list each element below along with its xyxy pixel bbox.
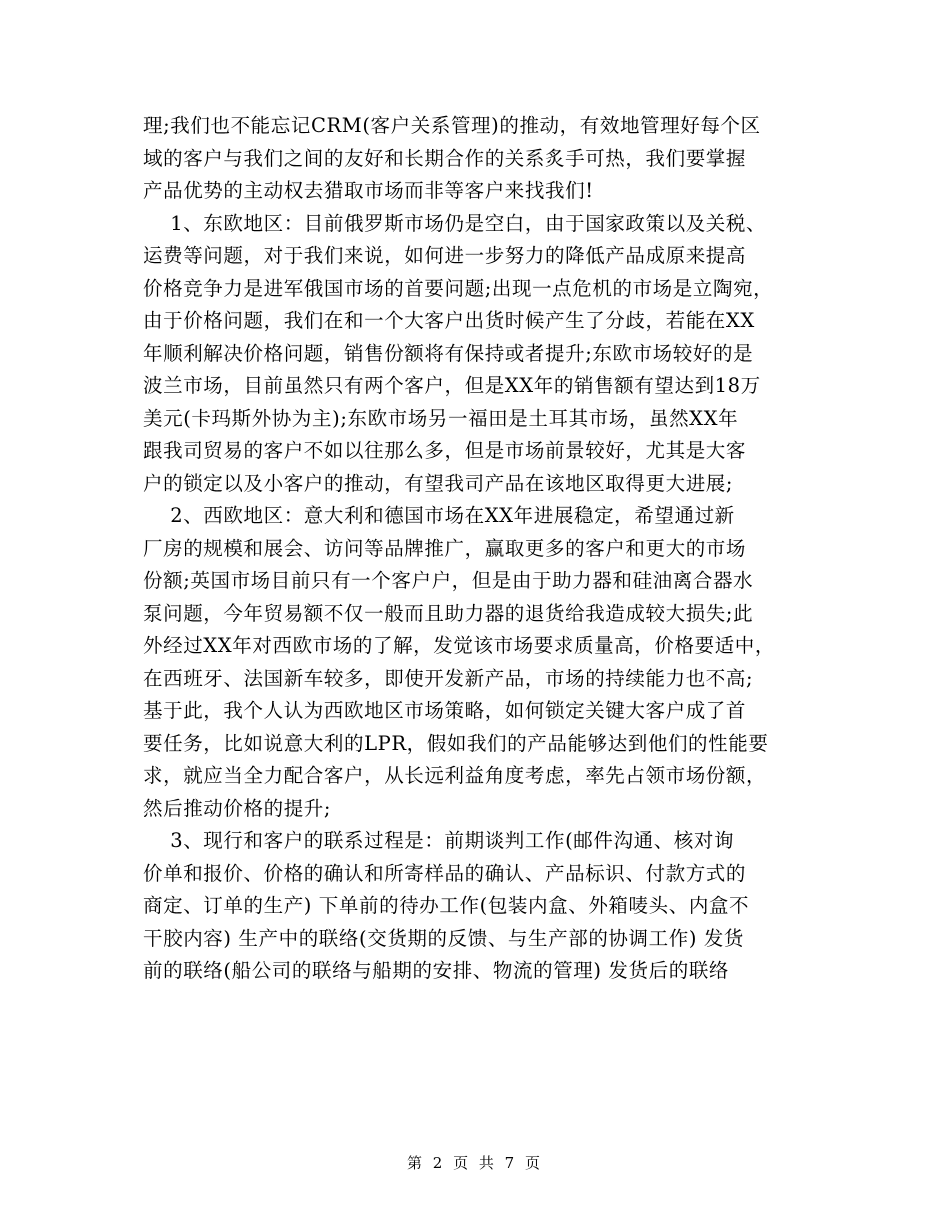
text-line: 年顺利解决价格问题，销售份额将有保持或者提升;东欧市场较好的是 [143, 341, 754, 365]
text-line: 泵问题，今年贸易额不仅一般而且助力器的退货给我造成较大损失;此 [143, 601, 754, 625]
text-line: 域的客户与我们之间的友好和长期合作的关系炙手可热，我们要掌握 [143, 146, 747, 170]
text-line: 价单和报价、价格的确认和所寄样品的确认、产品标识、付款方式的 [143, 861, 747, 885]
document-body [143, 110, 813, 988]
text-line: 厂房的规模和展会、访问等品牌推广，赢取更多的客户和更大的市场 [143, 536, 747, 560]
text-line: 1、东欧地区：目前俄罗斯市场仍是空白，由于国家政策以及关税、 [143, 211, 767, 235]
text-line: 户的锁定以及小客户的推动，有望我司产品在该地区取得更大进展; [143, 471, 734, 495]
text-line: 干胶内容) 生产中的联络(交货期的反馈、与生产部的协调工作) 发货 [143, 926, 745, 950]
text-line: 3、现行和客户的联系过程是：前期谈判工作(邮件沟通、核对询 [143, 829, 735, 852]
text-line: 美元(卡玛斯外协为主);东欧市场另一福田是土耳其市场，虽然XX年 [143, 406, 739, 430]
text-line: 产品优势的主动权去猎取市场而非等客户来找我们! [143, 179, 594, 202]
text-line: 在西班牙、法国新车较多，即使开发新产品，市场的持续能力也不高; [143, 666, 754, 690]
text-line: 前的联络(船公司的联络与船期的安排、物流的管理) 发货后的联络 [143, 959, 730, 982]
text-line: 运费等问题，对于我们来说，如何进一步努力的降低产品成原来提高 [143, 244, 747, 267]
text-line: 求，就应当全力配合客户，从长远利益角度考虑，率先占领市场份额， [143, 764, 767, 787]
text-line: 价格竞争力是进军俄国市场的首要问题;出现一点危机的市场是立陶宛， [143, 276, 774, 300]
page-number-footer: 第 2 页 共 7 页 [407, 1154, 543, 1172]
text-line: 份额;英国市场目前只有一个客户户，但是由于助力器和硅油离合器水 [143, 569, 754, 592]
text-line: 跟我司贸易的客户不如以往那么多，但是市场前景较好，尤其是大客 [143, 439, 747, 462]
text-line: 由于价格问题，我们在和一个大客户出货时候产生了分歧，若能在XX [143, 309, 755, 332]
text-line: 要任务，比如说意大利的LPR，假如我们的产品能够达到他们的性能要 [143, 731, 769, 755]
text-line: 理;我们也不能忘记CRM(客户关系管理)的推动，有效地管理好每个区 [143, 114, 761, 137]
text-line: 2、西欧地区：意大利和德国市场在XX年进展稳定，希望通过新 [143, 504, 735, 527]
text-line: 外经过XX年对西欧市场的了解，发觉该市场要求质量高，价格要适中， [143, 634, 775, 657]
text-line: 波兰市场，目前虽然只有两个客户，但是XX年的销售额有望达到18万 [143, 374, 761, 397]
text-line: 然后推动价格的提升; [143, 796, 332, 820]
text-line: 商定、订单的生产) 下单前的待办工作(包装内盒、外箱唛头、内盒不 [143, 894, 750, 917]
text-line: 基于此，我个人认为西欧地区市场策略，如何锁定关键大客户成了首 [143, 699, 747, 722]
